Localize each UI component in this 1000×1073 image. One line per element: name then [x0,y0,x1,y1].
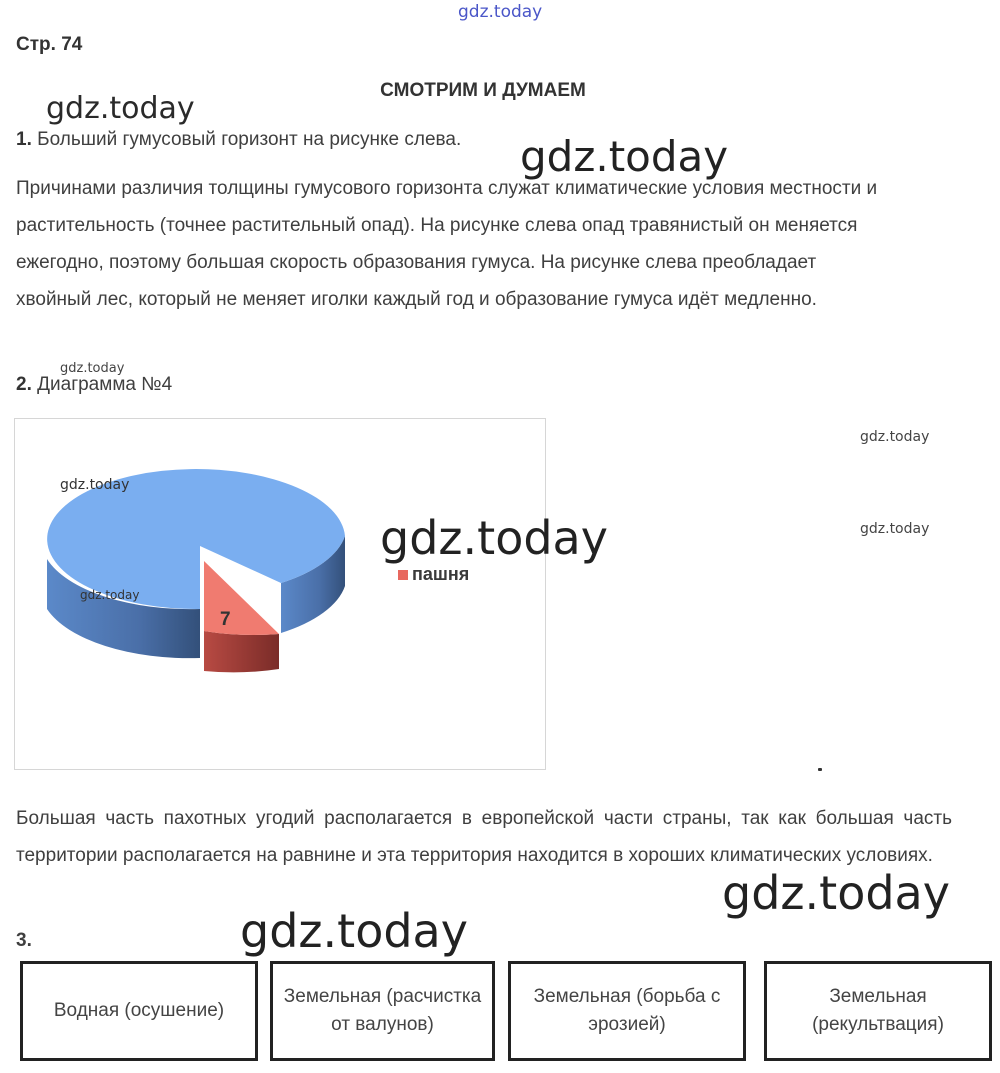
answer-box-erosion-control [508,961,746,1061]
watermark: gdz.today [860,521,930,537]
stray-mark [818,768,822,771]
pie-slice-label: 7 [220,609,231,630]
answer-box-text: Земельная (рекультвация) [812,986,944,1035]
legend-swatch-arable [398,570,408,580]
watermark: gdz.today [722,866,950,920]
question-1-number: 1. [16,129,32,150]
answer-box-boulder-clearing [270,961,495,1061]
question-2-explanation: Большая часть пахотных угодий располагается в европейской части страны, так как большая часть территории располагается на равнине и эта территория находится в хороших климатических условиях. [16,808,952,866]
chart-legend [398,564,469,585]
question-2-answer [16,366,172,403]
question-2-number: 2. [16,374,32,395]
section-title: СМОТРИМ И ДУМАЕМ [380,80,586,101]
watermark: gdz.today [240,904,468,958]
watermark: gdz.today [46,91,195,126]
question-1-answer-text: Больший гумусовый горизонт на рисунке слева. [37,129,462,150]
legend-label-arable: пашня [412,564,470,584]
pie-slice-main [47,469,345,658]
watermark: gdz.today [860,429,930,445]
answer-box-text: Земельная (расчистка от валунов) [283,986,482,1035]
question-2-answer-text: Диаграмма №4 [37,374,173,395]
watermark: gdz.today [520,132,729,181]
answer-box-recultivation [764,961,992,1061]
question-1-explanation: Причинами различия толщины гумусового горизонта служат климатические условия местности и растительность (точнее растительный опад). На рисунке слева опад травянистый он меняется ежегодно, поэтому большая скорость образования гумуса. На рисунке слева преобладает хвойный лес, который не меняет иголки каждый год и образование гумуса идёт медленно. [16,178,878,310]
answer-box-text: Земельная (борьба с эрозией) [533,986,721,1035]
watermark-top: gdz.today [458,2,543,22]
question-1-answer [16,121,461,158]
answer-box-text: Водная (осушение) [53,1000,225,1021]
watermark: gdz.today [60,361,125,376]
question-3-number: 3. [16,930,32,951]
watermark: gdz.today [80,588,140,602]
page-number: Стр. 74 [16,34,83,55]
answer-box-water [20,961,258,1061]
pie-slice-arable [204,561,279,672]
watermark: gdz.today [60,477,130,493]
watermark: gdz.today [380,511,608,565]
